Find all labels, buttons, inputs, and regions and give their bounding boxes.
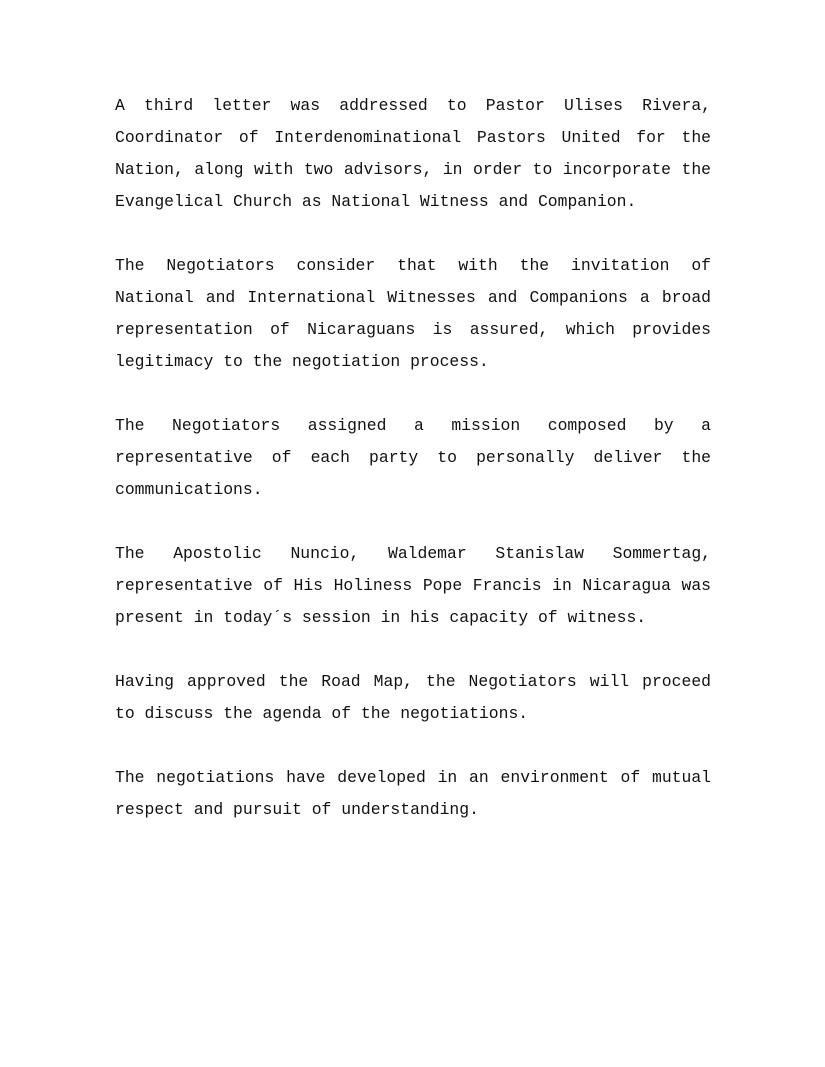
paragraph-witnesses-legitimacy: The Negotiators consider that with the invitation of National and International Witnesses and Companions a broad representation of Nicaraguans is assured, which provides legitimacy to the negotiation process. — [115, 256, 711, 371]
document-page — [115, 90, 711, 858]
paragraph-third-letter: A third letter was addressed to Pastor Ulises Rivera, Coordinator of Interdenominational Pastors United for the Nation, along with two advisors, in order to incorporate the Evangelical Church as National Witness and Companion. — [115, 96, 711, 211]
paragraph-apostolic-nuncio: The Apostolic Nuncio, Waldemar Stanislaw Sommertag, representative of His Holiness Pope Francis in Nicaragua was present in today´s session in his capacity of witness. — [115, 544, 711, 627]
paragraph-mission-delivery: The Negotiators assigned a mission composed by a representative of each party to personally deliver the communications. — [115, 416, 711, 499]
paragraph-mutual-respect: The negotiations have developed in an environment of mutual respect and pursuit of understanding. — [115, 768, 711, 819]
paragraph-road-map: Having approved the Road Map, the Negotiators will proceed to discuss the agenda of the negotiations. — [115, 672, 711, 723]
